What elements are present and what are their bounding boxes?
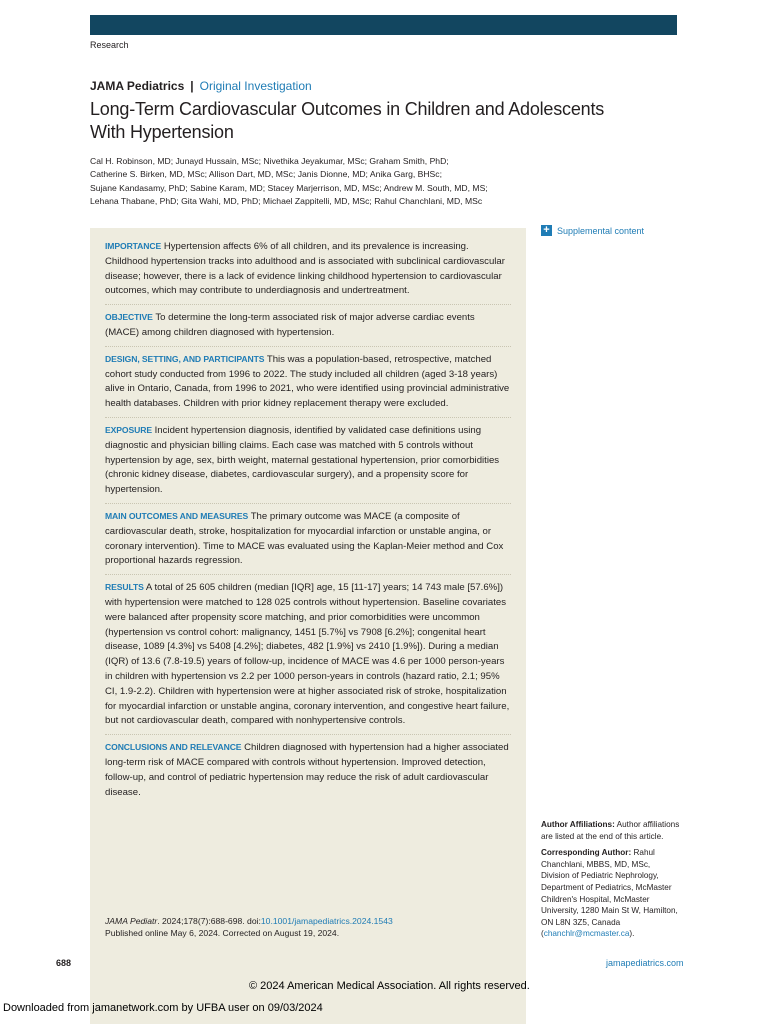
abstract [105, 239, 511, 810]
title-line: With Hypertension [90, 122, 234, 142]
abstract-importance [105, 239, 511, 305]
download-notice: Downloaded from jamanetwork.com by UFBA user on 09/03/2024 [3, 1002, 323, 1014]
abstract-text: Hypertension affects 6% of all children, and its prevalence is increasing. Childhood hypertension tracks into adulthood and is associated with subclinical cardiovascular disease; however, there is a lack of evidence linking childhood hypertension to cardiovascular outcomes, which may contribute to underdiagnosis and undertreatment. [105, 241, 505, 297]
abstract-heading: CONCLUSIONS AND RELEVANCE [105, 742, 242, 753]
plus-icon: + [541, 225, 552, 236]
abstract-exposure [105, 423, 511, 504]
title-line: Long-Term Cardiovascular Outcomes in Children and Adolescents [90, 99, 605, 119]
site-link[interactable]: jamapediatrics.com [606, 958, 684, 968]
corresponding-heading: Corresponding Author: [541, 848, 632, 858]
published-date: Published online May 6, 2024. Corrected on August 19, 2024. [105, 927, 340, 938]
abstract-results [105, 580, 511, 735]
author-line: Lehana Thabane, PhD; Gita Wahi, MD, PhD; Michael Zappitelli, MD, MSc; Rahul Chanchlani, MD, MSc [90, 195, 483, 206]
journal-name: JAMA Pediatrics [90, 79, 185, 93]
author-line: Sujane Kandasamy, PhD; Sabine Karam, MD; Stacey Marjerrison, MD, MSc; Andrew M. South, MD, MS; [90, 182, 488, 193]
author-line: Catherine S. Birken, MD, MSc; Allison Dart, MD, MSc; Janis Dionne, MD; Anika Garg, BHSc; [90, 169, 442, 180]
abstract-heading: DESIGN, SETTING, AND PARTICIPANTS [105, 353, 265, 364]
abstract-text: Children diagnosed with hypertension had a higher associated long-term risk of MACE compared with controls without hypertension. Improved detection, follow-up, and control of pediatric hypertension may reduce the risk of adult cardiovascular disease. [105, 742, 509, 798]
abstract-heading: IMPORTANCE [105, 241, 162, 251]
citation-ref: . 2024;178(7):688-698. doi: [157, 916, 261, 926]
affiliations-heading: Author Affiliations: [541, 820, 615, 829]
abstract-text: This was a population-based, retrospective, matched cohort study conducted from 1996 to 2022. The study included all children (aged 3-18 years) alive in Ontario, Canada, from 1996 to 2021, who were identified using provincial administrative health databases. Children with prior kidney replacement therapy were excluded. [105, 353, 510, 410]
article-title [90, 98, 650, 144]
abstract-text: Incident hypertension diagnosis, identified by validated case definitions using diagnostic and physician billing claims. Each case was matched with 5 controls without hypertension by age, sex, birth weight, maternal gestational hypertension, prior comorbidities (chronic kidney disease, diabetes, cardiovascular surgery), and a propensity score for hypertension. [105, 424, 500, 496]
page-number: 688 [56, 958, 72, 968]
abstract-text: To determine the long-term associated risk of major adverse cardiac events (MACE) among children diagnosed with hypertension. [105, 312, 475, 338]
corresponding-text: Rahul Chanchlani, MBBS, MD, MSc, Division of Pediatric Nephrology, Department of Pediatrics, McMaster Children's Hospital, McMaster University, 1280 Main St W, Hamilton, ON L8N 3Z5, Canada ( [541, 848, 678, 939]
abstract-heading: MAIN OUTCOMES AND MEASURES [105, 510, 249, 521]
journal-abbrev: JAMA Pediatr [105, 916, 158, 926]
article-type[interactable]: Original Investigation [199, 79, 312, 93]
journal-line [90, 79, 312, 93]
abstract-text: A total of 25 605 children (median [IQR] age, 15 [11-17] years; 14 743 male [57.6%]) with hypertension were matched to 128 025 controls without hypertension. Baseline covariates were balanced after propensity score matching, and prior comorbidities were uncommon (hypertension vs control cohort: malignancy, 1451 [5.7%] vs 7908 [6.2%]; congenital heart disease, 1089 [4.3%] vs 5408 [4.2%]; diabetes, 482 [1.9%] vs 2410 [1.9%]). During a median (IQR) of 13.6 (7.8-19.5) years of follow-up, incidence of MACE was 4.6 per 1000 person-years in children with hypertension vs 2.2 per 1000 person-years in controls (hazard ratio, 2.1; 95% CI, 1.9-2.2). Children with hypertension were at higher associated risk of stroke, hospitalization for myocardial infarction or unstable angina, coronary intervention, and congestive heart failure, but not cardiovascular death, compared with nonhypertensive controls. [105, 582, 510, 727]
abstract-conclusions [105, 740, 511, 805]
abstract-heading: OBJECTIVE [105, 312, 153, 323]
affiliations [541, 819, 681, 945]
author-affiliations [541, 819, 681, 842]
corresponding-author [541, 847, 681, 940]
header-bar [90, 15, 677, 35]
abstract-outcomes [105, 509, 511, 575]
affiliations-text: Author affiliations are listed at the end of this article. [541, 820, 680, 841]
citation-line [105, 916, 393, 928]
email-link[interactable]: chanchlr@mcmaster.ca [543, 929, 630, 939]
citation [105, 916, 393, 939]
section-label: Research [90, 40, 129, 50]
abstract-heading: RESULTS [105, 582, 144, 593]
corresponding-end: ). [629, 929, 635, 939]
supplemental-label: Supplemental content [557, 225, 645, 236]
doi-link[interactable]: 10.1001/jamapediatrics.2024.1543 [260, 916, 393, 926]
author-list [90, 155, 520, 208]
abstract-design [105, 352, 511, 418]
abstract-heading: EXPOSURE [105, 424, 152, 435]
abstract-objective [105, 310, 511, 347]
abstract-text: The primary outcome was MACE (a composite of cardiovascular death, stroke, hospitalization for myocardial infarction or unstable angina, or coronary intervention). Time to MACE was evaluated using the Kaplan-Meier method and Cox proportional hazards regression. [105, 510, 504, 567]
copyright-notice: © 2024 American Medical Association. All rights reserved. [249, 980, 530, 992]
supplemental-content-link[interactable] [541, 225, 644, 236]
author-line: Cal H. Robinson, MD; Junayd Hussain, MSc; Nivethika Jeyakumar, MSc; Graham Smith, PhD; [90, 156, 449, 166]
journal-separator: | [190, 79, 194, 93]
